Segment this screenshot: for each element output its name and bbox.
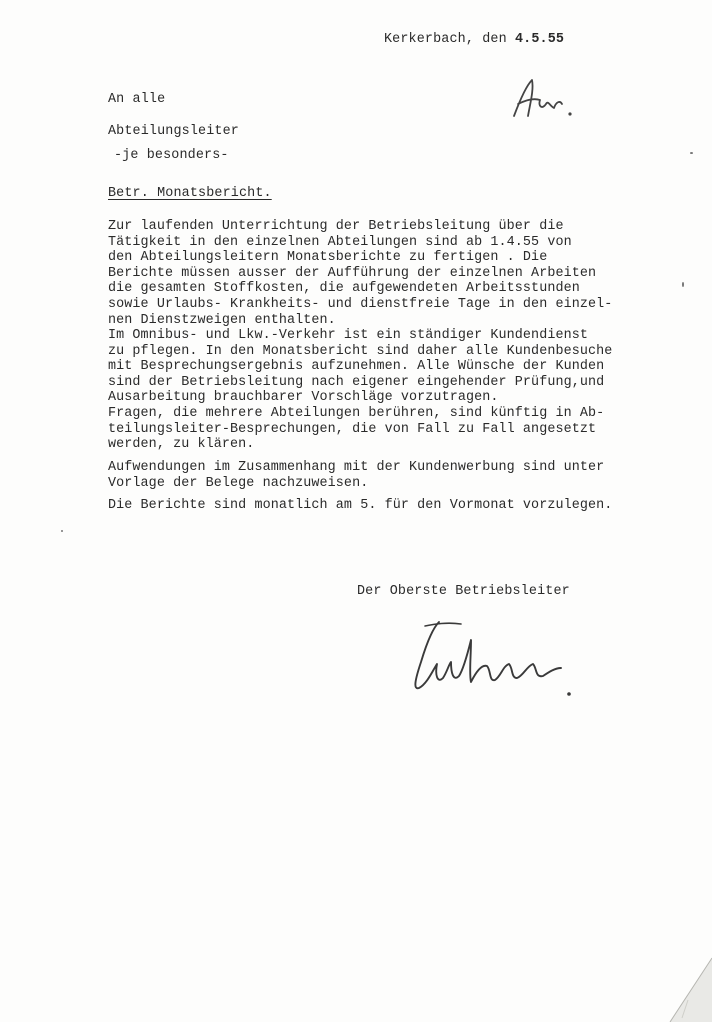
- text-line: Berichte müssen ausser der Aufführung der einzelnen Arbeiten: [108, 265, 597, 281]
- text-line: sowie Urlaubs- Krankheits- und dienstfreie Tage in den einzel-: [108, 296, 613, 312]
- paper-speck: [682, 282, 684, 287]
- text-line: Tätigkeit in den einzelnen Abteilungen sind ab 1.4.55 von: [108, 234, 572, 250]
- addressee-line-2: Abteilungsleiter: [108, 124, 239, 139]
- paper-speck: [61, 530, 63, 532]
- addressee-line-1: An alle: [108, 92, 166, 107]
- text-line: Fragen, die mehrere Abteilungen berühren, sind künftig in Ab-: [108, 406, 605, 421]
- paragraph-5: [108, 498, 612, 514]
- folded-corner: [652, 952, 712, 1022]
- handwritten-signature: [405, 612, 585, 708]
- text-line: Vorlage der Belege nachzuweisen.: [108, 475, 369, 491]
- text-line: mit Besprechungsergebnis aufzunehmen. Alle Wünsche der Kunden: [108, 359, 605, 375]
- text-line: den Abteilungsleitern Monatsberichte zu fertigen . Die: [108, 250, 548, 266]
- text-line: Im Omnibus- und Lkw.-Verkehr ist ein ständiger Kundendienst: [108, 328, 589, 343]
- text-line: werden, zu klären.: [108, 437, 255, 453]
- text-line: zu pflegen. In den Monatsbericht sind daher alle Kundenbesuche: [108, 343, 613, 359]
- place-date-prefix: Kerkerbach, den: [384, 32, 515, 47]
- text-line: sind der Betriebsleitung nach eigener eingehender Prüfung,und: [108, 374, 605, 390]
- paper-speck: [690, 152, 693, 154]
- letter-date: 4.5.55: [514, 32, 565, 47]
- paragraph-3: [108, 406, 604, 453]
- text-line: Die Berichte sind monatlich am 5. für den Vormonat vorzulegen.: [108, 498, 613, 513]
- paragraph-4: [108, 460, 604, 491]
- text-line: Zur laufenden Unterrichtung der Betriebsleitung über die: [108, 219, 564, 234]
- paragraph-1: [108, 219, 612, 328]
- paragraph-2: [108, 328, 612, 406]
- handwritten-initials: [508, 70, 588, 130]
- text-line: nen Dienstzweigen enthalten.: [108, 312, 336, 328]
- subject-line: Betr. Monatsbericht.: [108, 186, 272, 201]
- closing-title: Der Oberste Betriebsleiter: [357, 584, 570, 599]
- text-line: die gesamten Stoffkosten, die aufgewendeten Arbeitsstunden: [108, 281, 580, 297]
- addressee-line-3: -je besonders-: [114, 148, 229, 163]
- text-line: teilungsleiter-Besprechungen, die von Fall zu Fall angesetzt: [108, 421, 597, 437]
- text-line: Ausarbeitung brauchbarer Vorschläge vorzutragen.: [108, 390, 499, 406]
- place-and-date: [384, 32, 564, 47]
- text-line: Aufwendungen im Zusammenhang mit der Kundenwerbung sind unter: [108, 460, 605, 475]
